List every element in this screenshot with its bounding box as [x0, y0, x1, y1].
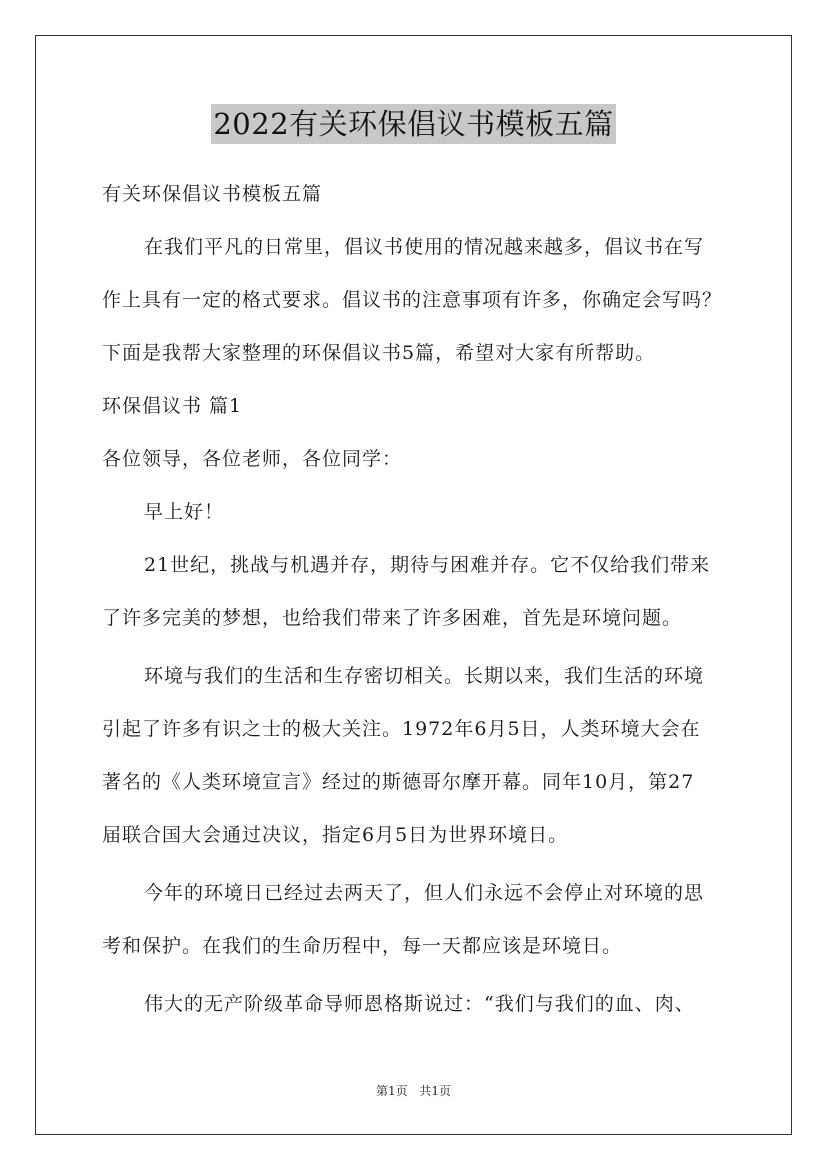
text-line: 引起了许多有识之士的极大关注。1972年6月5日，人类环境大会在 [102, 718, 701, 740]
document-body [102, 172, 742, 1035]
title-container [0, 104, 827, 144]
document-title: 2022有关环保倡议书模板五篇 [211, 104, 615, 144]
text-line: 届联合国大会通过决议，指定6月5日为世界环境日。 [102, 824, 569, 846]
text-line: 考和保护。在我们的生命历程中，每一天都应该是环境日。 [102, 935, 623, 957]
text-line: 伟大的无产阶级革命导师恩格斯说过：“我们与我们的血、肉、 [144, 993, 695, 1015]
page-total: 共1页 [419, 1084, 452, 1098]
text-line: 著名的《人类环境宣言》经过的斯德哥尔摩开幕。同年10月，第27 [102, 771, 695, 793]
text-line: 了许多完美的梦想，也给我们带来了许多困难，首先是环境问题。 [102, 607, 683, 629]
section-heading: 环保倡议书 篇1 [102, 395, 243, 417]
salutation: 各位领导，各位老师，各位同学： [102, 448, 403, 470]
text-line: 下面是我帮大家整理的环保倡议书5篇，希望对大家有所帮助。 [102, 342, 656, 364]
text-line: 在我们平凡的日常里，倡议书使用的情况越来越多，倡议书在写 [144, 236, 705, 258]
greeting: 早上好！ [144, 501, 225, 523]
page-number: 第1页 [375, 1084, 408, 1098]
text-line: 环境与我们的生活和生存密切相关。长期以来，我们生活的环境 [144, 665, 705, 687]
text-line: 作上具有一定的格式要求。倡议书的注意事项有许多，你确定会写吗？ [102, 289, 723, 311]
page-footer [0, 1082, 827, 1099]
text-line: 今年的环境日已经过去两天了，但人们永远不会停止对环境的思 [144, 882, 705, 904]
text-line: 有关环保倡议书模板五篇 [102, 183, 323, 205]
text-line: 21世纪，挑战与机遇并存，期待与困难并存。它不仅给我们带来 [144, 554, 711, 576]
